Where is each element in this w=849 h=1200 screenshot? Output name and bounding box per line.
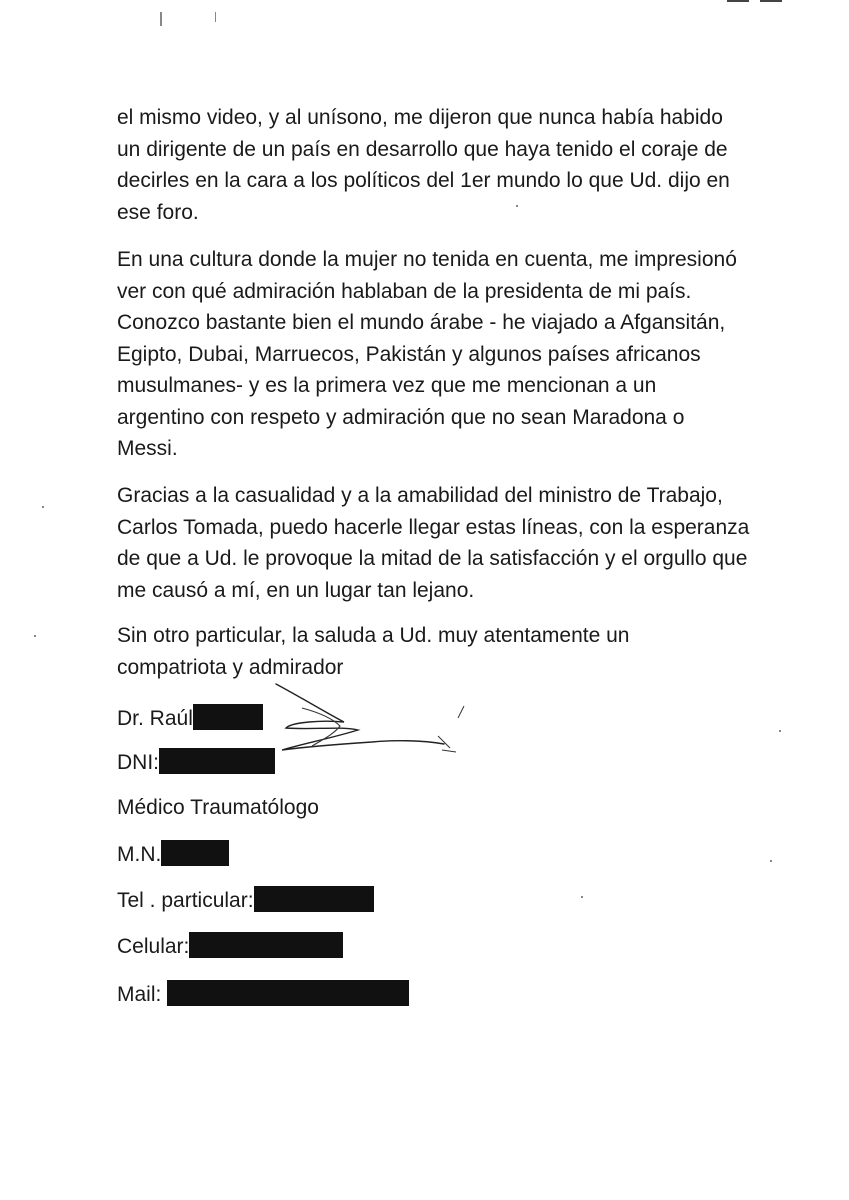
scan-speck xyxy=(160,12,162,26)
text-line: de que a Ud. le provoque la mitad de la satisfacción y el orgullo que xyxy=(117,547,748,570)
handwritten-signature xyxy=(262,678,462,768)
text-line: me causó a mí, en un lugar tan lejano. xyxy=(117,578,475,602)
mn-label: M.N. xyxy=(117,843,162,866)
text-line: Messi. xyxy=(117,437,178,460)
text-line: musulmanes- y es la primera vez que me mencionan a un xyxy=(117,374,657,397)
redaction-box xyxy=(167,980,409,1006)
text-line: Egipto, Dubai, Marruecos, Pakistán y algunos países africanos xyxy=(117,342,701,366)
signer-name xyxy=(117,704,263,732)
scan-speck xyxy=(581,896,583,898)
text-line: Sin otro particular, la saluda a Ud. muy atentamente un xyxy=(117,624,630,647)
scan-speck xyxy=(779,730,781,732)
scan-speck xyxy=(215,12,216,22)
phone-label: Tel . particular: xyxy=(117,889,254,912)
profession-line xyxy=(117,795,319,821)
text-line: argentino con respeto y admiración que no sean Maradona o xyxy=(117,405,685,429)
scan-speck xyxy=(34,635,36,637)
paragraph-2 xyxy=(117,244,737,465)
text-line: compatriota y admirador xyxy=(117,655,344,679)
mn-line xyxy=(117,840,229,868)
scan-speck xyxy=(42,506,44,508)
text-line: Gracias a la casualidad y a la amabilidad del ministro de Trabajo, xyxy=(117,484,723,507)
paragraph-3 xyxy=(117,480,750,606)
scan-mark xyxy=(727,0,749,2)
text-line: un dirigente de un país en desarrollo que haya tenido el coraje de xyxy=(117,137,728,161)
profession-title: Médico Traumatólogo xyxy=(117,796,319,819)
redaction-box xyxy=(159,748,275,774)
redaction-box xyxy=(193,704,263,730)
text-line: ese foro. xyxy=(117,200,199,224)
text-line: ver con qué admiración hablaban de la presidenta de mi país. xyxy=(117,279,692,303)
redaction-box xyxy=(161,840,229,866)
text-line: En una cultura donde la mujer no tenida en cuenta, me impresionó xyxy=(117,248,737,271)
cell-line xyxy=(117,932,343,960)
phone-line xyxy=(117,886,374,914)
text-line: Conozco bastante bien el mundo árabe - he viajado a Afgansitán, xyxy=(117,311,726,334)
mail-label: Mail: xyxy=(117,983,162,1006)
text-line: el mismo video, y al unísono, me dijeron que nunca había habido xyxy=(117,106,723,129)
paragraph-1 xyxy=(117,102,737,228)
cell-label: Celular: xyxy=(117,935,190,958)
redaction-box xyxy=(189,932,343,958)
closing-paragraph xyxy=(117,620,737,683)
dni-label: DNI: xyxy=(117,751,159,774)
signer-name-label: Dr. Raúl xyxy=(117,707,193,730)
text-line: decirles en la cara a los políticos del 1er mundo lo que Ud. dijo en xyxy=(117,169,730,192)
scan-speck xyxy=(770,860,772,862)
mail-line xyxy=(117,980,409,1008)
redaction-box xyxy=(254,886,374,912)
dni-line xyxy=(117,748,275,776)
scan-mark xyxy=(760,0,782,2)
text-line: Carlos Tomada, puedo hacerle llegar estas líneas, con la esperanza xyxy=(117,515,750,539)
